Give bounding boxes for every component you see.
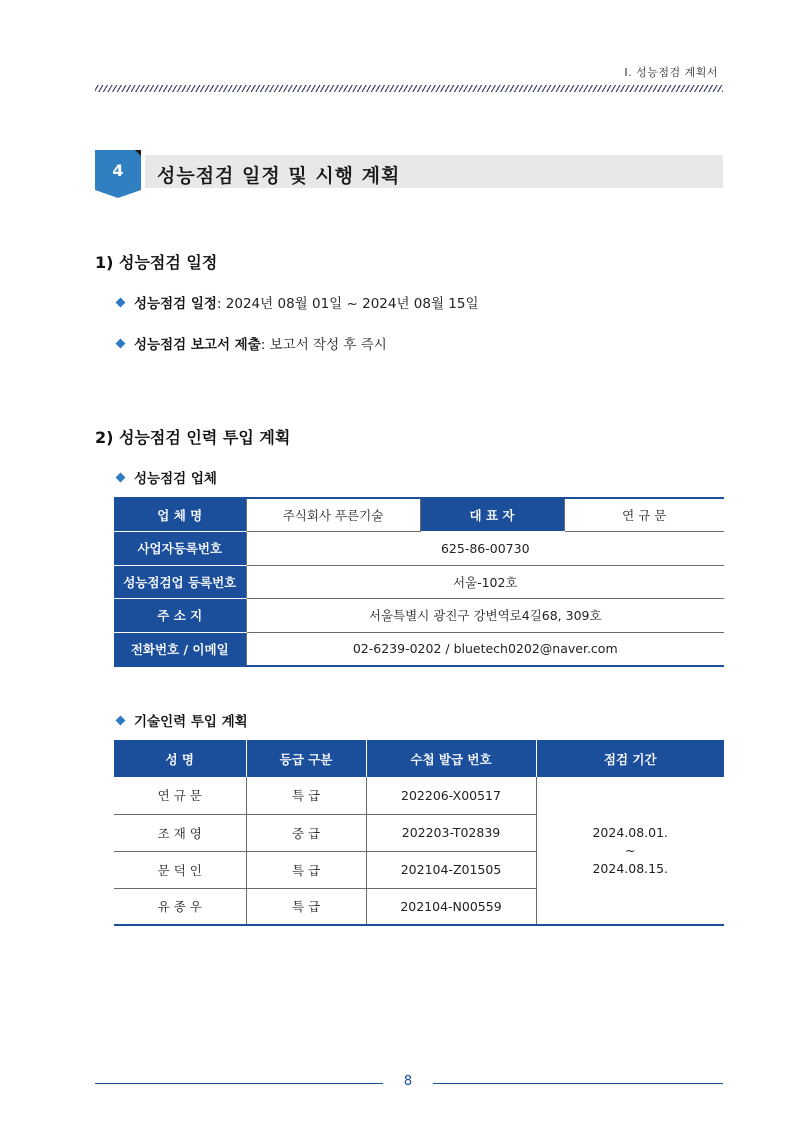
header-name: 성 명 [114, 740, 246, 777]
representative-label: 대 표 자 [420, 498, 564, 532]
tech-cert: 202203-T02839 [366, 814, 536, 851]
schedule-item-label: 성능점검 보고서 제출 [134, 337, 261, 353]
tech-grade: 특 급 [246, 777, 366, 814]
contact-label: 전화번호 / 이메일 [114, 632, 246, 666]
table-row [114, 565, 724, 599]
table-row [114, 599, 724, 633]
inspection-period [536, 777, 724, 925]
table-header-row [114, 740, 724, 777]
tech-cert: 202104-N00559 [366, 888, 536, 925]
header-hatch-divider [95, 85, 723, 92]
representative-value: 연 규 문 [564, 498, 724, 532]
schedule-item-value: : 2024년 08월 01일 ~ 2024년 08월 15일 [216, 296, 479, 312]
contact-value: 02-6239-0202 / bluetech0202@naver.com [246, 632, 724, 666]
header-period: 점검 기간 [536, 740, 724, 777]
diamond-bullet-icon [116, 338, 126, 348]
tech-bullet [117, 710, 248, 730]
tech-cert: 202206-X00517 [366, 777, 536, 814]
address-label: 주 소 지 [114, 599, 246, 633]
header-grade: 등급 구분 [246, 740, 366, 777]
table-row [114, 632, 724, 666]
diamond-bullet-icon [116, 297, 126, 307]
business-number-value: 625-86-00730 [246, 532, 724, 566]
company-name-label: 업 체 명 [114, 498, 246, 532]
page-number: 8 [403, 1074, 413, 1089]
schedule-item-label: 성능점검 일정 [134, 296, 217, 312]
registration-number-label: 성능점검업 등록번호 [114, 565, 246, 599]
business-number-label: 사업자등록번호 [114, 532, 246, 566]
tech-name: 문 덕 인 [114, 851, 246, 888]
period-separator: ~ [625, 842, 636, 858]
personnel-heading: 2) 성능점검 인력 투입 계획 [95, 428, 291, 447]
header-cert: 수첩 발급 번호 [366, 740, 536, 777]
tech-grade: 특 급 [246, 888, 366, 925]
registration-number-value: 서울-102호 [246, 565, 724, 599]
tech-name: 연 규 문 [114, 777, 246, 814]
tech-name: 조 재 영 [114, 814, 246, 851]
footer-rule-right [433, 1083, 723, 1084]
diamond-bullet-icon [116, 715, 126, 725]
schedule-item [117, 292, 479, 312]
period-end: 2024.08.15. [592, 860, 669, 876]
company-bullet [117, 467, 217, 487]
section-title-block [95, 150, 723, 198]
diamond-bullet-icon [116, 472, 126, 482]
table-row [114, 532, 724, 566]
table-row [114, 777, 724, 814]
tech-bullet-label: 기술인력 투입 계획 [134, 714, 248, 730]
section-number: 4 [112, 161, 124, 180]
company-info-table [114, 497, 724, 667]
tech-name: 유 종 우 [114, 888, 246, 925]
schedule-item-value: : 보고서 작성 후 즉시 [260, 337, 387, 353]
period-start: 2024.08.01. [592, 824, 669, 840]
tech-cert: 202104-Z01505 [366, 851, 536, 888]
tech-grade: 중 급 [246, 814, 366, 851]
section-title: 성능점검 일정 및 시행 계획 [157, 165, 401, 187]
section-number-badge [95, 150, 141, 198]
company-name-value: 주식회사 푸른기술 [246, 498, 420, 532]
schedule-heading: 1) 성능점검 일정 [95, 253, 218, 272]
chapter-header: Ⅰ. 성능점검 계획서 [624, 66, 718, 79]
address-value: 서울특별시 광진구 강변역로4길68, 309호 [246, 599, 724, 633]
footer-rule-left [95, 1083, 383, 1084]
table-row [114, 498, 724, 532]
technician-table [114, 740, 724, 926]
company-bullet-label: 성능점검 업체 [134, 471, 217, 487]
tech-grade: 특 급 [246, 851, 366, 888]
schedule-item [117, 333, 387, 353]
